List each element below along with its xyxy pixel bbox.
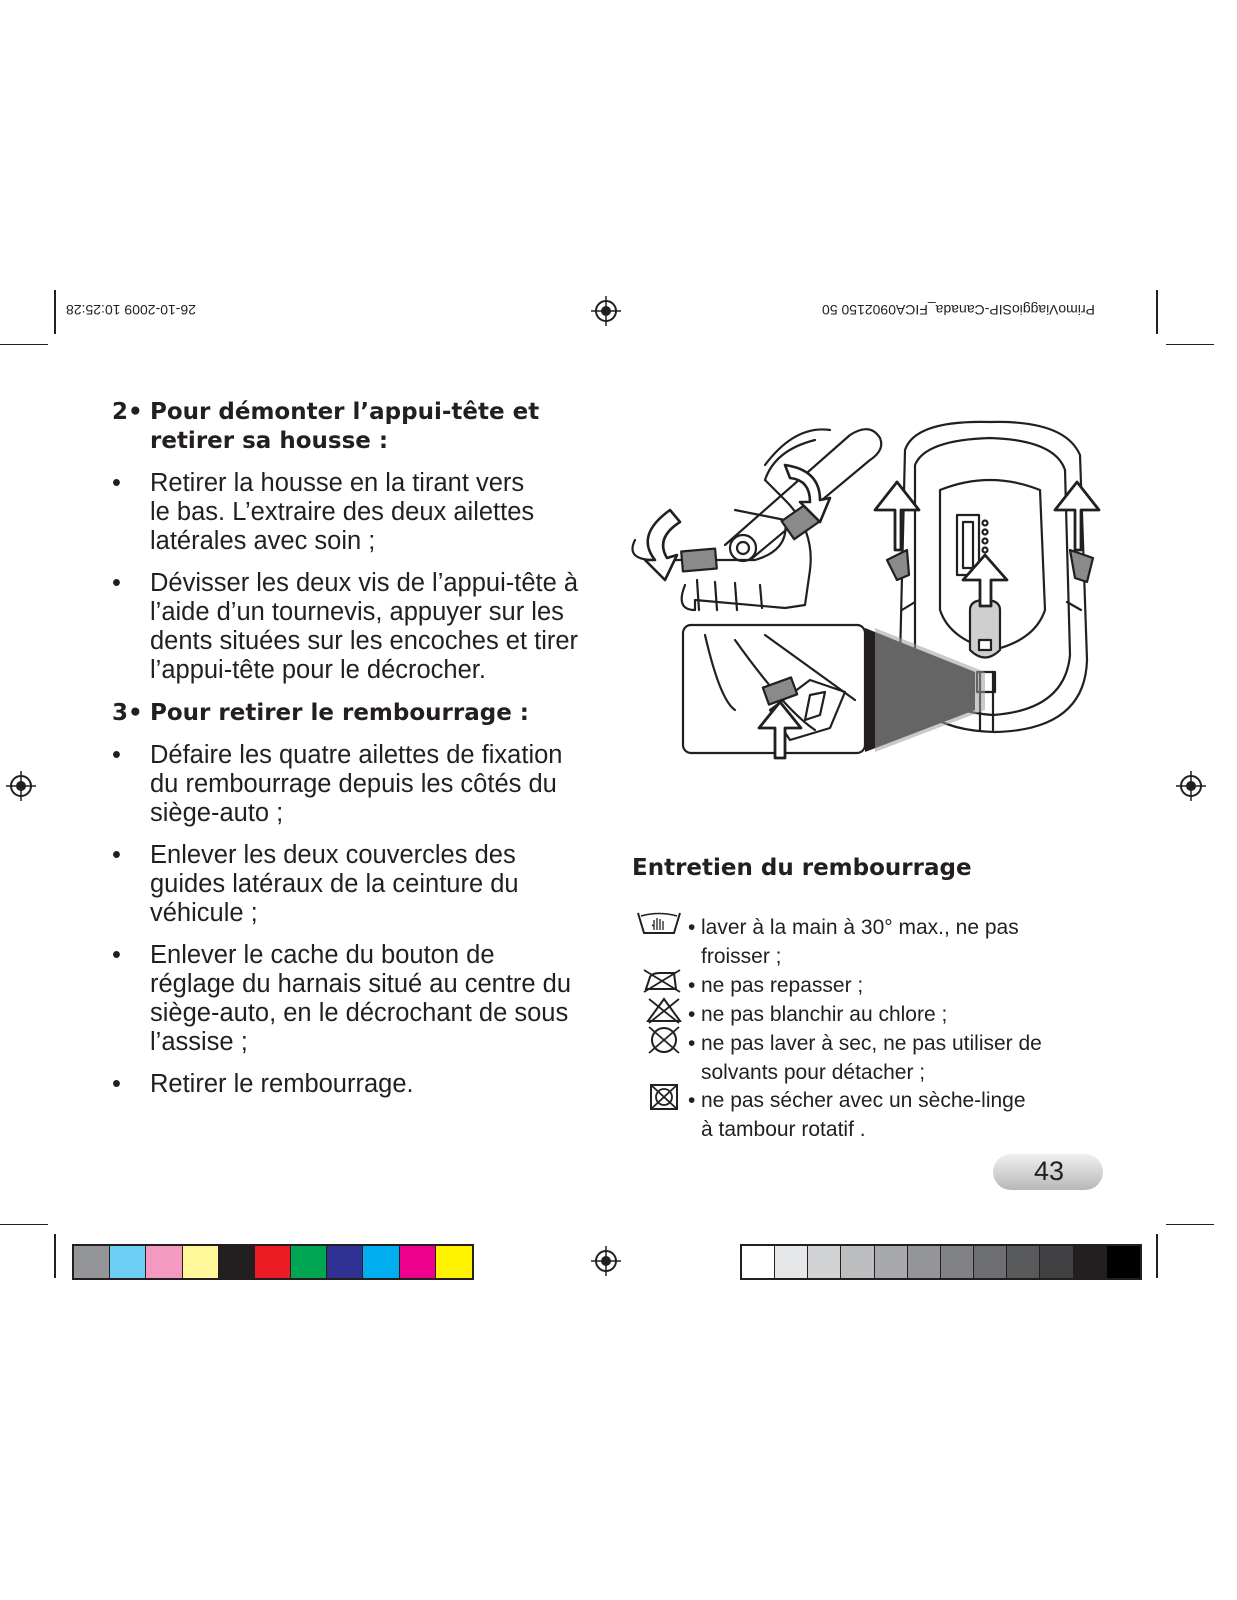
color-swatch xyxy=(436,1246,472,1278)
up-arrow-icon xyxy=(875,482,919,550)
color-swatch xyxy=(219,1246,255,1278)
color-swatch xyxy=(1040,1246,1073,1278)
list-item-line: Retirer le rembourrage. xyxy=(150,1070,414,1098)
care-title: Entretien du rembourrage xyxy=(632,855,972,881)
color-swatch xyxy=(775,1246,808,1278)
list-item-line: l’appui-tête pour le décrocher. xyxy=(150,656,486,684)
list-item-line: réglage du harnais situé au centre du xyxy=(150,970,572,998)
bullet-dot: • xyxy=(112,1070,121,1098)
bullet-dot: • xyxy=(688,1003,696,1026)
color-swatch xyxy=(400,1246,436,1278)
color-swatch xyxy=(742,1246,775,1278)
care-line: laver à la main à 30° max., ne pas xyxy=(701,916,1019,939)
no-tumble-dry-icon xyxy=(648,1082,680,1112)
list-item-line: du rembourrage depuis les côtés du xyxy=(150,770,557,798)
list-item-line: Défaire les quatre ailettes de fixation xyxy=(150,741,563,769)
crop-mark xyxy=(1166,344,1214,345)
color-swatch xyxy=(183,1246,219,1278)
slug-timestamp: 26-10-2009 10:25:28 xyxy=(66,302,196,318)
registration-mark-icon xyxy=(591,1246,621,1276)
no-bleach-icon xyxy=(644,996,684,1024)
color-swatch xyxy=(841,1246,874,1278)
section-number: 2• xyxy=(112,399,143,425)
heading-line: Pour démonter l’appui-tête et xyxy=(150,399,540,425)
bullet-dot: • xyxy=(688,916,696,939)
care-line: solvants pour détacher ; xyxy=(701,1061,926,1084)
registration-mark-icon xyxy=(1176,771,1206,801)
crop-mark xyxy=(1166,1224,1214,1225)
color-calibration-bar xyxy=(72,1244,474,1280)
care-line: ne pas blanchir au chlore ; xyxy=(701,1003,948,1026)
color-swatch xyxy=(808,1246,841,1278)
color-swatch xyxy=(291,1246,327,1278)
color-swatch xyxy=(327,1246,363,1278)
list-item-line: Enlever le cache du bouton de xyxy=(150,941,495,969)
color-swatch xyxy=(875,1246,908,1278)
color-swatch xyxy=(1007,1246,1040,1278)
section-number: 3• xyxy=(112,700,143,726)
hand-wash-icon xyxy=(636,910,682,936)
grayscale-calibration-bar xyxy=(740,1244,1142,1280)
heading-line: Pour retirer le rembourrage : xyxy=(150,700,530,726)
crop-mark xyxy=(1156,1234,1158,1278)
color-swatch xyxy=(110,1246,146,1278)
care-line: ne pas laver à sec, ne pas utiliser de xyxy=(701,1032,1042,1055)
list-item-line: dents situées sur les encoches et tirer xyxy=(150,627,579,655)
color-swatch xyxy=(74,1246,110,1278)
crop-mark xyxy=(0,1224,48,1225)
bullet-dot: • xyxy=(112,469,121,497)
list-item-line: véhicule ; xyxy=(150,899,258,927)
care-line: froisser ; xyxy=(701,945,782,968)
crop-mark xyxy=(0,344,48,345)
heading-line: retirer sa housse : xyxy=(150,428,389,454)
color-swatch xyxy=(1107,1246,1140,1278)
list-item-line: l’aide d’un tournevis, appuyer sur les xyxy=(150,598,564,626)
list-item-line: l’assise ; xyxy=(150,1028,248,1056)
carry-handle xyxy=(725,429,881,560)
seat-side-shell xyxy=(682,480,811,610)
list-item-line: siège-auto ; xyxy=(150,799,284,827)
color-swatch xyxy=(908,1246,941,1278)
list-item-line: Retirer la housse en la tirant vers xyxy=(150,469,525,497)
color-swatch xyxy=(363,1246,399,1278)
care-line: ne pas repasser ; xyxy=(701,974,864,997)
list-item-line: Enlever les deux couvercles des xyxy=(150,841,516,869)
care-line: ne pas sécher avec un sèche-linge xyxy=(701,1089,1026,1112)
registration-mark-icon xyxy=(6,771,36,801)
list-item-line: Dévisser les deux vis de l’appui-tête à xyxy=(150,569,579,597)
car-seat-illustration xyxy=(615,410,1115,770)
up-arrow-icon xyxy=(1055,482,1099,550)
color-swatch xyxy=(974,1246,1007,1278)
color-swatch xyxy=(255,1246,291,1278)
bullet-dot: • xyxy=(688,1032,696,1055)
slug-job-name: PrimoViaggioSIP-Canada_FICA0902150 50 xyxy=(822,302,1095,318)
curved-arrow-icon xyxy=(645,510,680,580)
bullet-dot: • xyxy=(688,974,696,997)
care-line: à tambour rotatif . xyxy=(701,1118,866,1141)
no-dry-clean-icon xyxy=(646,1024,682,1056)
crop-mark xyxy=(1156,290,1158,334)
color-swatch xyxy=(1074,1246,1107,1278)
color-swatch xyxy=(941,1246,974,1278)
bullet-dot: • xyxy=(112,741,121,769)
list-item-line: guides latéraux de la ceinture du xyxy=(150,870,519,898)
crop-mark xyxy=(54,1234,56,1278)
registration-mark-icon xyxy=(591,296,621,326)
bullet-dot: • xyxy=(112,941,121,969)
crop-mark xyxy=(54,290,56,334)
list-item-line: le bas. L’extraire des deux ailettes xyxy=(150,498,535,526)
bullet-dot: • xyxy=(688,1089,696,1112)
list-item-line: siège-auto, en le décrochant de sous xyxy=(150,999,569,1027)
list-item-line: latérales avec soin ; xyxy=(150,527,376,555)
page-number: 43 xyxy=(1033,1156,1065,1186)
no-iron-icon xyxy=(640,967,684,995)
bullet-dot: • xyxy=(112,569,121,597)
color-swatch xyxy=(146,1246,182,1278)
bullet-dot: • xyxy=(112,841,121,869)
